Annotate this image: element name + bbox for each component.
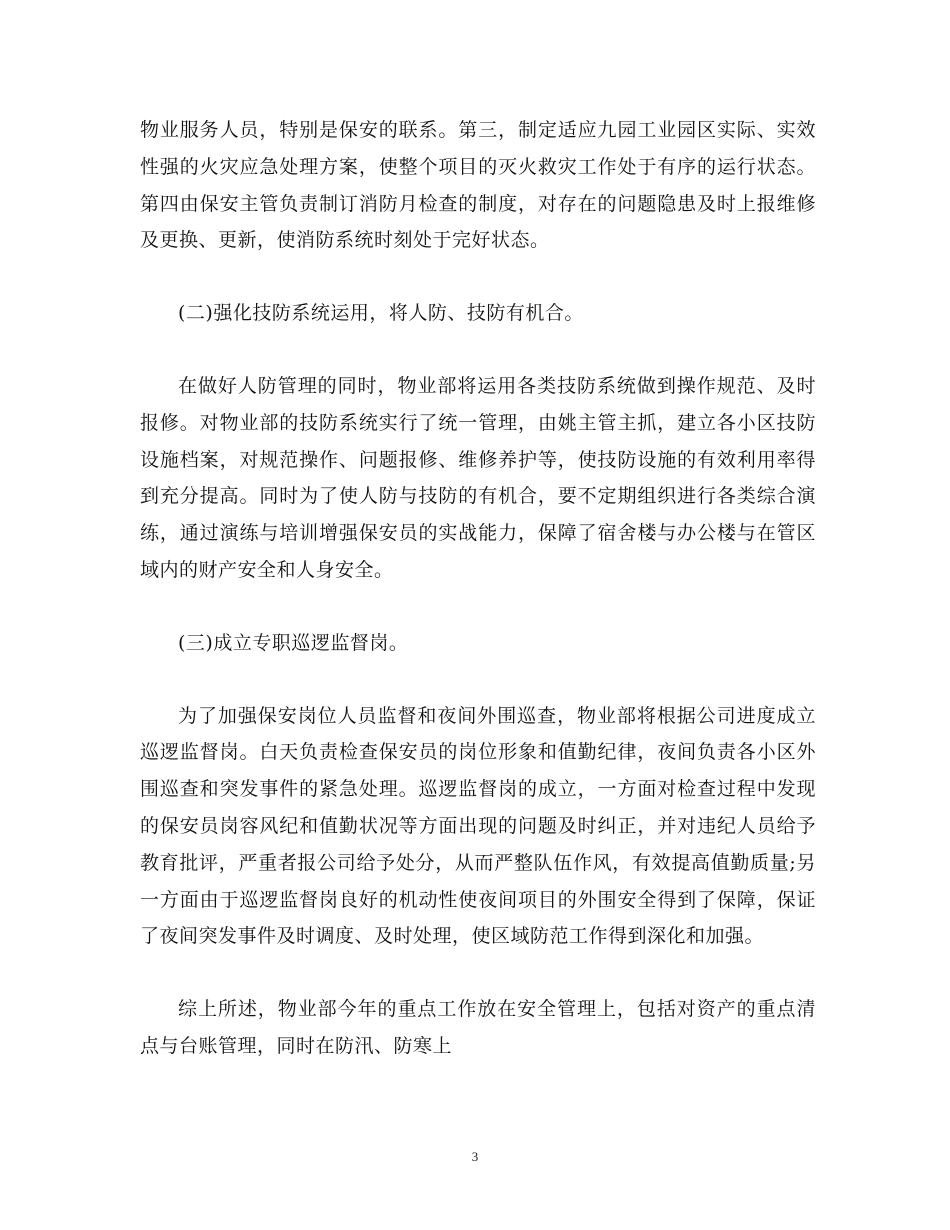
section-heading-3: (三)成立专职巡逻监督岗。 — [178, 631, 409, 654]
paragraph-tech-defense: 在做好人防管理的同时，物业部将运用各类技防系统做到操作规范、及时报修。对物业部的技防系统实行了统一管理，由姚主管主抓，建立各小区技防设施档案，对规范操作、问题报修、维修养护等，使技防设施的有效利用率得到充分提高。同时为了使人防与技防的有机合，要不定期组织进行各类综合演练，通过演练与培训增强保安员的实战能力，保障了宿舍楼与办公楼与在管区域内的财产安全和人身安全。 — [140, 374, 816, 581]
page-number: 3 — [471, 1149, 479, 1164]
section-heading-2: (二)强化技防系统运用，将人防、技防有机合。 — [178, 302, 584, 325]
page-body — [140, 112, 816, 1065]
paragraph-summary: 综上所述，物业部今年的重点工作放在安全管理上，包括对资产的重点清点与台账管理，同时在防汛、防寒上 — [140, 998, 816, 1057]
paragraph-continuation: 物业服务人员，特别是保安的联系。第三，制定适应九园工业园区实际、实效性强的火灾应急处理方案，使整个项目的灭火救灾工作处于有序的运行状态。第四由保安主管负责制订消防月检查的制度，对存在的问题隐患及时上报维修及更换、更新，使消防系统时刻处于完好状态。 — [140, 119, 816, 252]
paragraph-patrol-post: 为了加强保安岗位人员监督和夜间外围巡查，物业部将根据公司进度成立巡逻监督岗。白天负责检查保安员的岗位形象和值勤纪律，夜间负责各小区外围巡查和突发事件的紧急处理。巡逻监督岗的成立，一方面对检查过程中发现的保安员岗容风纪和值勤状况等方面出现的问题及时纠正，并对违纪人员给予教育批评，严重者报公司给予处分，从而严整队伍作风，有效提高值勤质量;另一方面由于巡逻监督岗良好的机动性使夜间项目的外围安全得到了保障，保证了夜间突发事件及时调度、及时处理，使区域防范工作得到深化和加强。 — [140, 704, 816, 948]
